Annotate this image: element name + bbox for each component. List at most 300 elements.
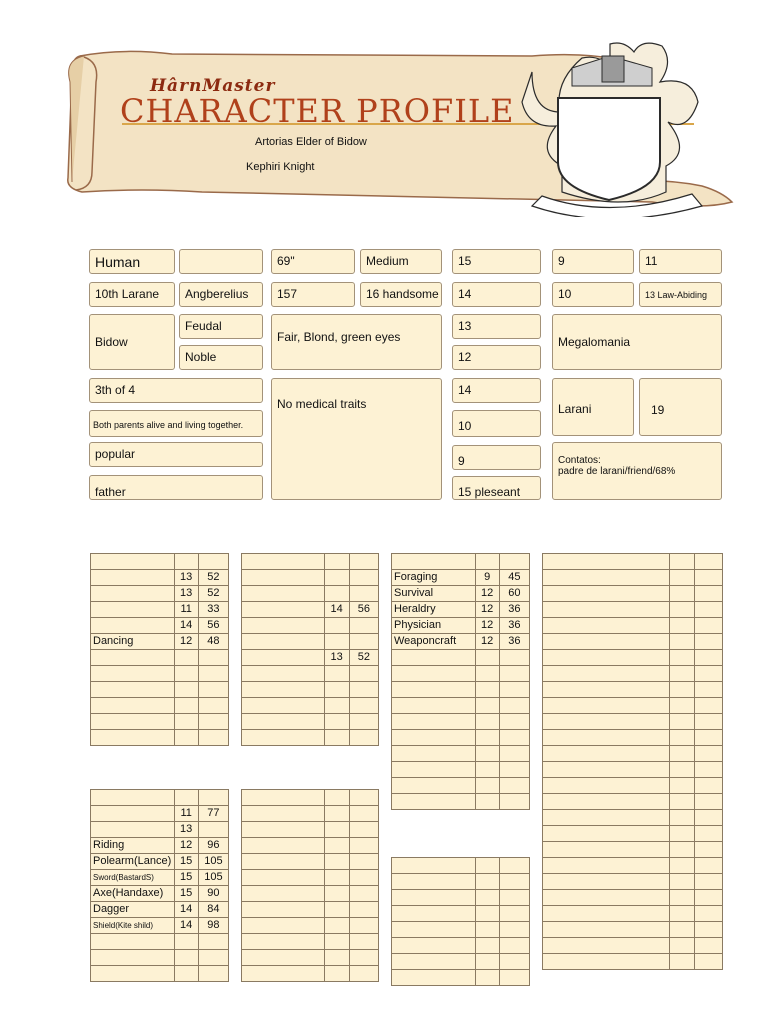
skill-base-cell[interactable] <box>475 938 499 954</box>
skill-name-cell[interactable]: Axe(Handaxe) <box>91 886 175 902</box>
skill-name-cell[interactable] <box>91 554 175 570</box>
skill-ml-cell[interactable] <box>499 794 529 810</box>
skill-ml-cell[interactable]: 33 <box>198 602 228 618</box>
skill-ml-cell[interactable] <box>349 790 378 806</box>
skill-base-cell[interactable] <box>324 730 349 746</box>
skill-ml-cell[interactable] <box>349 714 378 730</box>
skill-name-cell[interactable] <box>543 762 670 778</box>
skill-base-cell[interactable]: 13 <box>324 650 349 666</box>
sibling-rank-field[interactable]: 3th of 4 <box>89 378 263 403</box>
skill-ml-cell[interactable] <box>694 954 722 970</box>
skill-name-cell[interactable] <box>91 806 175 822</box>
attribute-field[interactable]: 10 <box>452 410 541 437</box>
skill-ml-cell[interactable] <box>694 618 722 634</box>
skill-name-cell[interactable] <box>91 570 175 586</box>
skill-name-cell[interactable] <box>242 854 325 870</box>
birthplace-field[interactable]: Bidow <box>89 314 175 370</box>
skill-ml-cell[interactable] <box>349 570 378 586</box>
frame-field[interactable]: Medium <box>360 249 442 274</box>
skill-name-cell[interactable]: Riding <box>91 838 175 854</box>
skill-name-cell[interactable] <box>543 938 670 954</box>
skill-base-cell[interactable] <box>669 794 694 810</box>
skill-base-cell[interactable] <box>669 634 694 650</box>
skill-name-cell[interactable] <box>242 602 325 618</box>
skill-name-cell[interactable] <box>543 634 670 650</box>
skill-name-cell[interactable]: Foraging <box>392 570 476 586</box>
skill-name-cell[interactable] <box>242 682 325 698</box>
skill-base-cell[interactable] <box>669 826 694 842</box>
skill-base-cell[interactable] <box>324 682 349 698</box>
skill-name-cell[interactable] <box>91 650 175 666</box>
skill-base-cell[interactable] <box>475 698 499 714</box>
skill-name-cell[interactable] <box>242 650 325 666</box>
skill-ml-cell[interactable] <box>694 666 722 682</box>
skill-ml-cell[interactable] <box>694 826 722 842</box>
skill-base-cell[interactable] <box>324 790 349 806</box>
skill-base-cell[interactable] <box>669 602 694 618</box>
skill-ml-cell[interactable] <box>694 762 722 778</box>
blank-field[interactable] <box>179 249 263 274</box>
skill-ml-cell[interactable] <box>349 730 378 746</box>
skill-base-cell[interactable] <box>324 854 349 870</box>
skill-ml-cell[interactable] <box>349 682 378 698</box>
skill-base-cell[interactable] <box>324 870 349 886</box>
skill-ml-cell[interactable] <box>349 918 378 934</box>
skill-ml-cell[interactable] <box>349 838 378 854</box>
skill-name-cell[interactable] <box>543 618 670 634</box>
skill-base-cell[interactable] <box>324 698 349 714</box>
skill-ml-cell[interactable] <box>694 682 722 698</box>
skill-name-cell[interactable] <box>392 682 476 698</box>
skill-base-cell[interactable]: 9 <box>475 570 499 586</box>
skill-base-cell[interactable]: 15 <box>174 870 198 886</box>
skill-ml-cell[interactable]: 45 <box>499 570 529 586</box>
skill-name-cell[interactable] <box>392 938 476 954</box>
skill-ml-cell[interactable]: 105 <box>198 870 228 886</box>
skill-ml-cell[interactable]: 36 <box>499 634 529 650</box>
skill-name-cell[interactable] <box>543 586 670 602</box>
skill-name-cell[interactable] <box>91 618 175 634</box>
skill-name-cell[interactable] <box>543 746 670 762</box>
skill-ml-cell[interactable] <box>499 954 529 970</box>
skill-ml-cell[interactable]: 52 <box>349 650 378 666</box>
skill-name-cell[interactable] <box>543 570 670 586</box>
skill-base-cell[interactable] <box>669 650 694 666</box>
skill-base-cell[interactable] <box>475 906 499 922</box>
skill-ml-cell[interactable]: 98 <box>198 918 228 934</box>
skill-base-cell[interactable] <box>475 554 499 570</box>
skill-name-cell[interactable] <box>543 954 670 970</box>
skill-name-cell[interactable]: Heraldry <box>392 602 476 618</box>
skill-base-cell[interactable]: 14 <box>174 618 198 634</box>
attribute-field[interactable]: 10 <box>552 282 634 307</box>
skill-base-cell[interactable] <box>174 698 198 714</box>
appearance-field[interactable]: Fair, Blond, green eyes <box>271 314 442 370</box>
skill-base-cell[interactable] <box>174 650 198 666</box>
species-field[interactable]: Human <box>89 249 175 274</box>
morality-field[interactable]: 13 Law-Abiding <box>639 282 722 307</box>
skill-base-cell[interactable] <box>669 938 694 954</box>
skill-base-cell[interactable]: 14 <box>324 602 349 618</box>
skill-ml-cell[interactable]: 60 <box>499 586 529 602</box>
skill-base-cell[interactable] <box>324 554 349 570</box>
skill-base-cell[interactable] <box>174 730 198 746</box>
skill-ml-cell[interactable] <box>499 906 529 922</box>
skill-name-cell[interactable] <box>392 922 476 938</box>
skill-ml-cell[interactable] <box>349 666 378 682</box>
skill-ml-cell[interactable] <box>694 778 722 794</box>
skill-ml-cell[interactable] <box>198 790 228 806</box>
skill-base-cell[interactable] <box>324 966 349 982</box>
skill-name-cell[interactable] <box>543 810 670 826</box>
psyche-field[interactable]: Megalomania <box>552 314 722 370</box>
skill-name-cell[interactable] <box>91 950 175 966</box>
skill-name-cell[interactable] <box>543 874 670 890</box>
skill-name-cell[interactable] <box>392 698 476 714</box>
skill-name-cell[interactable] <box>242 698 325 714</box>
skill-name-cell[interactable] <box>392 762 476 778</box>
skill-name-cell[interactable] <box>543 858 670 874</box>
skill-ml-cell[interactable] <box>694 602 722 618</box>
deity-field[interactable]: Larani <box>552 378 634 436</box>
skill-name-cell[interactable]: Physician <box>392 618 476 634</box>
skill-name-cell[interactable] <box>392 746 476 762</box>
skill-name-cell[interactable] <box>543 730 670 746</box>
skill-ml-cell[interactable]: 77 <box>198 806 228 822</box>
skill-base-cell[interactable] <box>475 730 499 746</box>
skill-base-cell[interactable] <box>174 554 198 570</box>
skill-ml-cell[interactable] <box>499 746 529 762</box>
skill-base-cell[interactable] <box>475 666 499 682</box>
skill-base-cell[interactable] <box>669 890 694 906</box>
skill-ml-cell[interactable]: 36 <box>499 618 529 634</box>
skill-base-cell[interactable] <box>174 966 198 982</box>
skill-ml-cell[interactable] <box>349 886 378 902</box>
skill-name-cell[interactable] <box>91 698 175 714</box>
skill-ml-cell[interactable] <box>499 554 529 570</box>
skill-base-cell[interactable]: 14 <box>174 902 198 918</box>
attribute-field[interactable]: 11 <box>639 249 722 274</box>
skill-base-cell[interactable]: 12 <box>174 838 198 854</box>
skill-ml-cell[interactable] <box>349 966 378 982</box>
skill-ml-cell[interactable] <box>198 554 228 570</box>
skill-ml-cell[interactable] <box>499 730 529 746</box>
attribute-field[interactable]: 13 <box>452 314 541 339</box>
skill-ml-cell[interactable]: 52 <box>198 586 228 602</box>
skill-ml-cell[interactable] <box>198 934 228 950</box>
culture-field[interactable]: Feudal <box>179 314 263 339</box>
skill-base-cell[interactable] <box>475 794 499 810</box>
attribute-field[interactable]: 15 <box>452 249 541 274</box>
skill-base-cell[interactable] <box>324 918 349 934</box>
skill-name-cell[interactable] <box>543 666 670 682</box>
skill-ml-cell[interactable] <box>694 842 722 858</box>
skill-base-cell[interactable] <box>475 970 499 986</box>
skill-name-cell[interactable] <box>242 806 325 822</box>
skill-ml-cell[interactable]: 105 <box>198 854 228 870</box>
skill-name-cell[interactable] <box>543 842 670 858</box>
skill-base-cell[interactable] <box>475 954 499 970</box>
piety-field[interactable]: 19 <box>639 378 722 436</box>
skill-ml-cell[interactable]: 84 <box>198 902 228 918</box>
skill-ml-cell[interactable] <box>499 698 529 714</box>
skill-name-cell[interactable] <box>543 650 670 666</box>
skill-ml-cell[interactable] <box>694 874 722 890</box>
skill-name-cell[interactable]: Polearm(Lance) <box>91 854 175 870</box>
skill-name-cell[interactable] <box>242 618 325 634</box>
skill-name-cell[interactable] <box>543 906 670 922</box>
skill-ml-cell[interactable] <box>349 934 378 950</box>
skill-name-cell[interactable] <box>242 950 325 966</box>
skill-name-cell[interactable] <box>242 822 325 838</box>
comeliness-field[interactable]: 16 handsome <box>360 282 442 307</box>
skill-base-cell[interactable] <box>174 666 198 682</box>
skill-name-cell[interactable] <box>91 602 175 618</box>
skill-ml-cell[interactable] <box>349 902 378 918</box>
skill-name-cell[interactable] <box>543 778 670 794</box>
skill-ml-cell[interactable] <box>694 858 722 874</box>
skill-name-cell[interactable]: Shield(Kite shild) <box>91 918 175 934</box>
skill-ml-cell[interactable] <box>499 682 529 698</box>
skill-ml-cell[interactable] <box>349 618 378 634</box>
skill-name-cell[interactable] <box>91 682 175 698</box>
skill-name-cell[interactable] <box>392 890 476 906</box>
skill-name-cell[interactable] <box>242 634 325 650</box>
skill-ml-cell[interactable] <box>694 650 722 666</box>
skill-ml-cell[interactable] <box>499 650 529 666</box>
skill-base-cell[interactable] <box>669 618 694 634</box>
contacts-field[interactable] <box>552 442 722 500</box>
skill-ml-cell[interactable] <box>499 970 529 986</box>
skill-ml-cell[interactable] <box>499 778 529 794</box>
skill-base-cell[interactable] <box>669 746 694 762</box>
skill-base-cell[interactable] <box>174 950 198 966</box>
skill-name-cell[interactable] <box>91 586 175 602</box>
attribute-field[interactable]: 9 <box>452 445 541 470</box>
skill-base-cell[interactable]: 15 <box>174 886 198 902</box>
skill-base-cell[interactable] <box>669 778 694 794</box>
skill-name-cell[interactable] <box>392 714 476 730</box>
skill-ml-cell[interactable] <box>694 906 722 922</box>
skill-ml-cell[interactable]: 56 <box>198 618 228 634</box>
skill-name-cell[interactable] <box>242 934 325 950</box>
skill-ml-cell[interactable] <box>694 922 722 938</box>
skill-base-cell[interactable]: 12 <box>475 586 499 602</box>
skill-name-cell[interactable] <box>392 970 476 986</box>
attribute-field[interactable]: 14 <box>452 282 541 307</box>
skill-base-cell[interactable] <box>669 682 694 698</box>
skill-base-cell[interactable] <box>324 634 349 650</box>
skill-base-cell[interactable]: 15 <box>174 854 198 870</box>
skill-ml-cell[interactable] <box>349 586 378 602</box>
skill-name-cell[interactable]: Dancing <box>91 634 175 650</box>
skill-name-cell[interactable] <box>543 698 670 714</box>
skill-ml-cell[interactable] <box>499 666 529 682</box>
skill-name-cell[interactable] <box>543 922 670 938</box>
skill-name-cell[interactable] <box>242 586 325 602</box>
skill-base-cell[interactable] <box>324 950 349 966</box>
skill-base-cell[interactable] <box>669 906 694 922</box>
skill-base-cell[interactable] <box>669 698 694 714</box>
skill-name-cell[interactable] <box>543 890 670 906</box>
skill-name-cell[interactable] <box>543 682 670 698</box>
skill-ml-cell[interactable] <box>198 650 228 666</box>
skill-base-cell[interactable] <box>669 954 694 970</box>
parents-field[interactable]: Both parents alive and living together. <box>89 410 263 437</box>
skill-name-cell[interactable] <box>392 554 476 570</box>
skill-ml-cell[interactable] <box>198 666 228 682</box>
skill-base-cell[interactable] <box>669 586 694 602</box>
skill-name-cell[interactable] <box>91 714 175 730</box>
attribute-field[interactable]: 12 <box>452 345 541 370</box>
skill-ml-cell[interactable]: 96 <box>198 838 228 854</box>
skill-base-cell[interactable] <box>475 874 499 890</box>
skill-name-cell[interactable] <box>242 966 325 982</box>
skill-base-cell[interactable] <box>324 586 349 602</box>
skill-ml-cell[interactable] <box>694 586 722 602</box>
skill-name-cell[interactable] <box>242 730 325 746</box>
skill-name-cell[interactable] <box>91 822 175 838</box>
skill-ml-cell[interactable] <box>499 762 529 778</box>
skill-ml-cell[interactable] <box>694 938 722 954</box>
skill-name-cell[interactable] <box>543 714 670 730</box>
skill-ml-cell[interactable] <box>349 554 378 570</box>
estrangement-field[interactable]: popular <box>89 442 263 467</box>
skill-base-cell[interactable] <box>669 666 694 682</box>
skill-name-cell[interactable] <box>91 966 175 982</box>
skill-name-cell[interactable] <box>242 666 325 682</box>
skill-base-cell[interactable] <box>324 822 349 838</box>
skill-ml-cell[interactable] <box>499 890 529 906</box>
skill-name-cell[interactable] <box>392 954 476 970</box>
skill-ml-cell[interactable] <box>694 554 722 570</box>
skill-base-cell[interactable] <box>669 730 694 746</box>
skill-base-cell[interactable] <box>669 922 694 938</box>
skill-ml-cell[interactable] <box>694 570 722 586</box>
skill-base-cell[interactable] <box>324 666 349 682</box>
skill-ml-cell[interactable] <box>198 966 228 982</box>
skill-ml-cell[interactable] <box>694 794 722 810</box>
skill-base-cell[interactable] <box>174 790 198 806</box>
skill-base-cell[interactable]: 13 <box>174 586 198 602</box>
social-class-field[interactable]: Noble <box>179 345 263 370</box>
skill-base-cell[interactable] <box>475 746 499 762</box>
skill-ml-cell[interactable] <box>694 810 722 826</box>
skill-ml-cell[interactable] <box>694 714 722 730</box>
skill-ml-cell[interactable] <box>349 698 378 714</box>
skill-base-cell[interactable] <box>324 886 349 902</box>
skill-base-cell[interactable] <box>324 618 349 634</box>
skill-ml-cell[interactable]: 36 <box>499 602 529 618</box>
skill-name-cell[interactable] <box>392 874 476 890</box>
skill-name-cell[interactable] <box>242 918 325 934</box>
height-field[interactable]: 69" <box>271 249 355 274</box>
skill-base-cell[interactable] <box>324 838 349 854</box>
skill-ml-cell[interactable]: 56 <box>349 602 378 618</box>
skill-base-cell[interactable] <box>324 902 349 918</box>
skill-base-cell[interactable] <box>475 714 499 730</box>
skill-name-cell[interactable] <box>242 838 325 854</box>
skill-name-cell[interactable] <box>392 650 476 666</box>
skill-ml-cell[interactable] <box>349 634 378 650</box>
skill-base-cell[interactable] <box>475 682 499 698</box>
voice-field[interactable]: 15 pleseant <box>452 476 541 500</box>
skill-ml-cell[interactable] <box>198 730 228 746</box>
skill-name-cell[interactable] <box>543 554 670 570</box>
skill-base-cell[interactable] <box>324 570 349 586</box>
skill-name-cell[interactable] <box>242 886 325 902</box>
skill-name-cell[interactable] <box>392 730 476 746</box>
skill-ml-cell[interactable] <box>499 714 529 730</box>
skill-ml-cell[interactable] <box>499 922 529 938</box>
skill-ml-cell[interactable] <box>198 950 228 966</box>
skill-name-cell[interactable] <box>91 934 175 950</box>
skill-base-cell[interactable] <box>324 934 349 950</box>
skill-base-cell[interactable] <box>475 650 499 666</box>
skill-name-cell[interactable] <box>91 730 175 746</box>
skill-ml-cell[interactable] <box>499 858 529 874</box>
medical-field[interactable]: No medical traits <box>271 378 442 500</box>
skill-ml-cell[interactable] <box>694 890 722 906</box>
skill-ml-cell[interactable] <box>499 874 529 890</box>
skill-ml-cell[interactable] <box>349 870 378 886</box>
skill-base-cell[interactable] <box>475 858 499 874</box>
skill-base-cell[interactable] <box>669 874 694 890</box>
skill-name-cell[interactable] <box>242 870 325 886</box>
skill-base-cell[interactable] <box>475 890 499 906</box>
skill-name-cell[interactable] <box>242 554 325 570</box>
skill-base-cell[interactable] <box>475 762 499 778</box>
sunsign-field[interactable]: Angberelius <box>179 282 263 307</box>
skill-name-cell[interactable] <box>91 666 175 682</box>
skill-base-cell[interactable]: 13 <box>174 570 198 586</box>
skill-ml-cell[interactable] <box>694 746 722 762</box>
skill-base-cell[interactable] <box>174 934 198 950</box>
attribute-field[interactable]: 14 <box>452 378 541 403</box>
skill-base-cell[interactable] <box>174 682 198 698</box>
skill-base-cell[interactable]: 12 <box>475 634 499 650</box>
skill-ml-cell[interactable] <box>198 822 228 838</box>
skill-base-cell[interactable] <box>669 714 694 730</box>
weight-field[interactable]: 157 <box>271 282 355 307</box>
skill-base-cell[interactable]: 12 <box>475 602 499 618</box>
skill-ml-cell[interactable] <box>349 950 378 966</box>
skill-name-cell[interactable] <box>392 906 476 922</box>
skill-base-cell[interactable] <box>669 554 694 570</box>
skill-ml-cell[interactable]: 48 <box>198 634 228 650</box>
skill-name-cell[interactable] <box>242 714 325 730</box>
skill-base-cell[interactable] <box>324 714 349 730</box>
skill-base-cell[interactable]: 12 <box>174 634 198 650</box>
skill-name-cell[interactable]: Sword(BastardS) <box>91 870 175 886</box>
skill-ml-cell[interactable] <box>198 698 228 714</box>
skill-base-cell[interactable] <box>475 922 499 938</box>
skill-name-cell[interactable]: Dagger <box>91 902 175 918</box>
skill-name-cell[interactable]: Survival <box>392 586 476 602</box>
clanhead-field[interactable]: father <box>89 475 263 500</box>
skill-name-cell[interactable] <box>392 778 476 794</box>
skill-name-cell[interactable] <box>242 790 325 806</box>
skill-base-cell[interactable] <box>174 714 198 730</box>
skill-name-cell[interactable] <box>392 794 476 810</box>
skill-ml-cell[interactable] <box>349 806 378 822</box>
skill-ml-cell[interactable] <box>499 938 529 954</box>
skill-ml-cell[interactable] <box>694 634 722 650</box>
skill-name-cell[interactable] <box>392 666 476 682</box>
skill-base-cell[interactable] <box>669 858 694 874</box>
skill-ml-cell[interactable] <box>694 730 722 746</box>
skill-name-cell[interactable]: Weaponcraft <box>392 634 476 650</box>
